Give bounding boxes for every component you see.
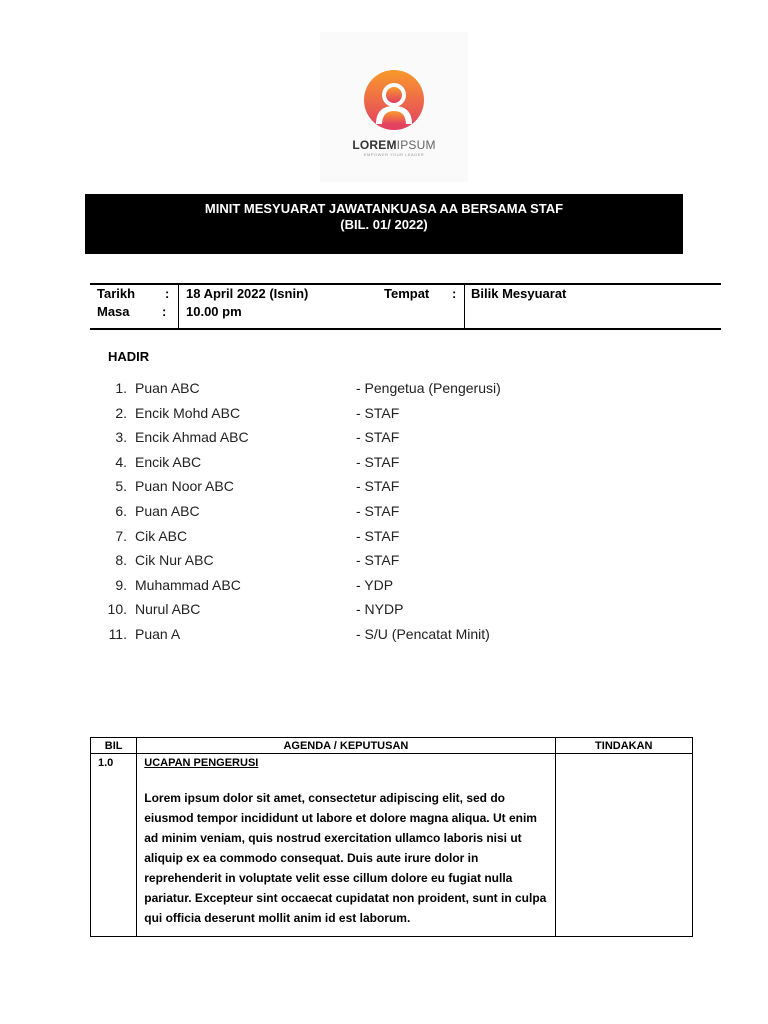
logo [320,32,468,182]
table-row [91,754,693,937]
attendee-role: - STAF [356,404,400,421]
attendee-role: - STAF [356,453,400,470]
document-title-bar [85,194,683,254]
tarikh-value: 18 April 2022 (Isnin) [186,286,309,301]
attendee-name: Puan Noor ABC [135,478,234,495]
attendee-name: Nurul ABC [135,601,201,618]
logo-tagline: EMPOWER YOUR LEADER [363,152,425,157]
attendee-number: 5. [115,478,127,495]
attendee-role: - STAF [356,478,400,495]
attendee-role: - S/U (Pencatat Minit) [356,626,490,642]
tempat-value: Bilik Mesyuarat [471,286,567,301]
header-agenda: AGENDA / KEPUTUSAN [137,738,555,754]
attendee-number: 11. [108,626,127,642]
attendee-name: Muhammad ABC [135,576,241,593]
info-bottom-rule [90,328,721,330]
attendee-role: - STAF [356,527,400,544]
document-number: (BIL. 01/ 2022) [340,217,428,232]
attendee-name: Puan A [135,626,181,642]
attendance-title: HADIR [108,349,150,364]
attendee-number: 6. [115,503,127,519]
masa-value: 10.00 pm [186,304,242,319]
tempat-colon: : [452,286,457,301]
masa-colon: : [162,304,167,319]
attendee-role: - NYDP [356,601,404,618]
item-title: UCAPAN PENGERUSI [144,757,259,769]
document-title: MINIT MESYUARAT JAWATANKUASA AA BERSAMA STAF [204,201,564,216]
attendee-number: 3. [115,429,127,446]
item-agenda-cell [137,754,555,937]
info-top-rule [90,283,721,285]
attendee-role: - Pengetua (Pengerusi) [356,380,501,396]
attendee-number: 4. [115,453,127,470]
attendee-number: 9. [115,576,127,593]
attendee-name: Encik Ahmad ABC [135,429,249,446]
masa-label: Masa [97,304,130,319]
attendee-number: 7. [115,527,127,544]
attendee-name: Encik Mohd ABC [135,404,241,421]
logo-wordmark: LOREMIPSUM [352,138,436,152]
attendee-name: Puan ABC [135,380,200,396]
attendee-role: - STAF [356,503,400,519]
info-divider [178,285,179,330]
item-tindakan [555,754,692,937]
header-tindakan: TINDAKAN [555,738,692,754]
attendee-role: - YDP [356,576,394,593]
header-bil: BIL [91,738,137,754]
attendee-number: 2. [115,404,127,421]
item-body: Lorem ipsum dolor sit amet, consectetur adipiscing elit, sed do eiusmod tempor incididunt ut labore et dolore magna aliqua. Ut enim ad minim veniam, quis nostrud exercitation ullamco laboris nisi ut aliquip ex ea commodo consequat. Duis aute irure dolor in reprehenderit in voluptate velit esse cillum dolore eu fugiat nulla pariatur. Excepteur sint occaecat cupidatat non proident, sunt in culpa qui officia deserunt mollit anim id est laborum. [144,791,547,925]
attendee-role: - STAF [356,429,400,446]
attendee-name: Encik ABC [135,453,202,470]
tarikh-label: Tarikh [97,286,136,301]
attendee-number: 8. [115,552,127,569]
item-bil: 1.0 [91,754,137,937]
attendee-name: Puan ABC [135,503,200,519]
attendee-number: 10. [107,601,127,618]
attendee-name: Cik Nur ABC [135,552,214,569]
info-divider [464,285,465,330]
attendee-number: 1. [115,380,127,396]
attendee-role: - STAF [356,552,400,569]
tarikh-colon: : [165,286,170,301]
agenda-header-row [91,738,693,754]
tempat-label: Tempat [384,286,430,301]
attendee-name: Cik ABC [135,527,188,544]
agenda-table [90,737,693,937]
person-logo-icon [362,68,426,132]
